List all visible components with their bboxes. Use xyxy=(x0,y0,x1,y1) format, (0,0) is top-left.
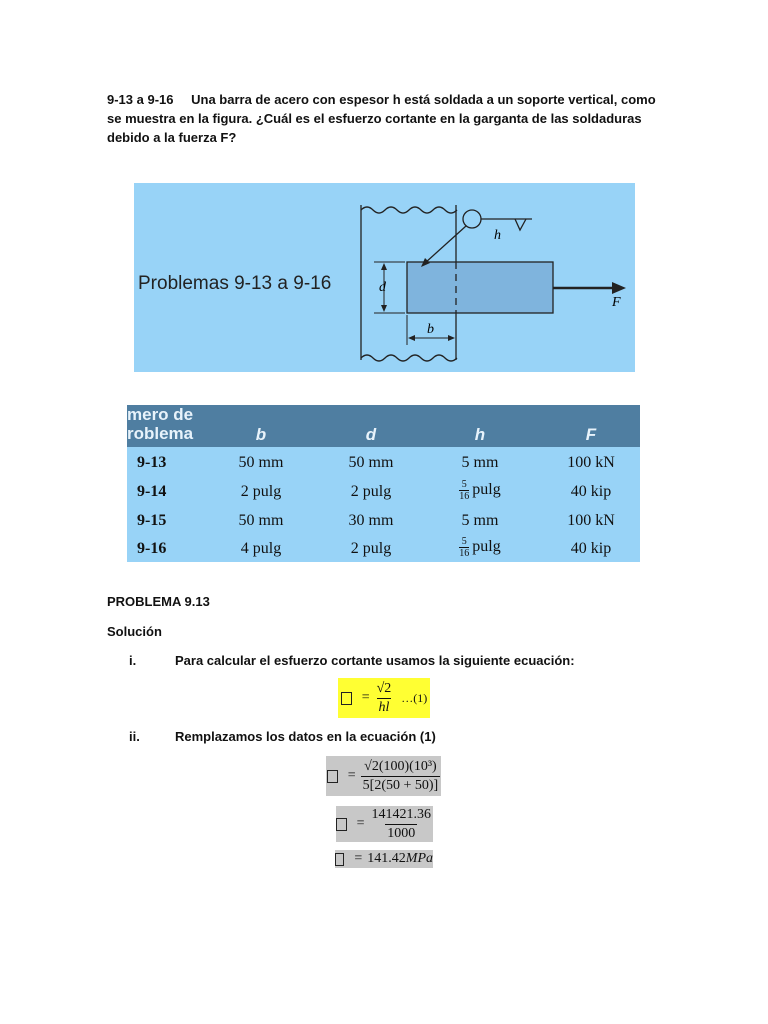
row-d: 2 pulg xyxy=(350,483,392,500)
header-problem-line2: roblema xyxy=(127,424,194,443)
equals-sign: = xyxy=(356,816,365,831)
h-fraction-denominator: 16 xyxy=(459,491,470,502)
header-b: b xyxy=(255,425,267,444)
label-F: F xyxy=(612,295,621,310)
header-problem-line1: mero de xyxy=(127,405,194,424)
equals-sign: = xyxy=(354,851,363,866)
b-arrow-right xyxy=(448,335,455,341)
step1-text: Para calcular el esfuerzo cortante usamos la siguiente ecuación: xyxy=(175,653,575,668)
figure-label: Problemas 9-13 a 9-16 xyxy=(138,273,332,294)
equals-sign: = xyxy=(361,690,370,705)
step2-text: Remplazamos los datos en la ecuación (1) xyxy=(175,729,436,744)
equation-1-denominator: hl xyxy=(378,699,390,715)
row-b: 2 pulg xyxy=(240,483,282,500)
support-wavy-top xyxy=(361,207,457,213)
label-d: d xyxy=(379,280,386,295)
steel-bar xyxy=(407,262,553,313)
row-d: 30 mm xyxy=(348,512,394,529)
equation-2 xyxy=(326,756,441,796)
equation-2-fraction xyxy=(361,759,441,794)
header-h: h xyxy=(474,425,486,444)
label-b: b xyxy=(427,322,434,337)
row-problem-number: 9-13 xyxy=(137,454,167,471)
equation-1-tag: …(1) xyxy=(401,690,428,705)
row-d: 50 mm xyxy=(348,454,394,471)
equals-sign: = xyxy=(347,768,356,783)
header-problem xyxy=(127,405,193,443)
h-unit: pulg xyxy=(472,538,501,556)
h-fraction xyxy=(459,536,469,559)
equation-1 xyxy=(338,678,430,718)
d-arrow-top xyxy=(381,263,387,270)
row-F: 100 kN xyxy=(567,454,615,471)
table-row xyxy=(127,534,640,562)
equation-4 xyxy=(335,850,433,868)
solution-problem-title: PROBLEMA 9.13 xyxy=(107,594,210,609)
h-fraction-numerator: 5 xyxy=(461,536,467,547)
row-problem-number: 9-14 xyxy=(137,483,167,500)
table-row xyxy=(127,448,640,477)
tau-placeholder-icon xyxy=(335,853,344,866)
row-h xyxy=(430,479,530,502)
label-h: h xyxy=(494,228,501,243)
row-F: 100 kN xyxy=(567,512,615,529)
equation-2-denominator: 5[2(50 + 50)] xyxy=(362,777,439,793)
row-problem-number: 9-15 xyxy=(137,512,167,529)
row-b: 4 pulg xyxy=(240,540,282,557)
weld-figure xyxy=(134,183,635,372)
weld-leader xyxy=(425,226,466,263)
row-h: 5 mm xyxy=(461,512,499,529)
row-h xyxy=(430,536,530,559)
equation-2-numerator: √2(100)(10³) xyxy=(364,758,437,774)
row-F: 40 kip xyxy=(570,483,612,500)
row-b: 50 mm xyxy=(238,454,284,471)
tau-placeholder-icon xyxy=(336,818,347,831)
weld-fillet-symbol xyxy=(515,219,526,230)
row-F: 40 kip xyxy=(570,540,612,557)
header-d: d xyxy=(365,425,377,444)
force-arrowhead xyxy=(612,282,626,294)
equation-4-value: 141.42 xyxy=(367,851,406,866)
problem-statement xyxy=(107,90,667,147)
step1-marker: i. xyxy=(129,653,137,668)
support-wavy-bottom xyxy=(361,355,457,361)
weld-all-around-circle xyxy=(463,210,481,228)
problem-data-table xyxy=(127,405,640,562)
header-F: F xyxy=(585,425,597,444)
step2-marker: ii. xyxy=(129,729,140,744)
table-row xyxy=(127,477,640,506)
equation-1-numerator: √2 xyxy=(376,680,392,696)
row-b: 50 mm xyxy=(238,512,284,529)
equation-3-denominator: 1000 xyxy=(387,825,416,841)
tau-placeholder-icon xyxy=(341,692,352,705)
equation-4-unit: MPa xyxy=(405,851,433,866)
equation-1-fraction xyxy=(375,681,394,716)
row-problem-number: 9-16 xyxy=(137,540,167,557)
table-header xyxy=(127,405,640,447)
problem-text: Una barra de acero con espesor h está soldada a un soporte vertical, como se muestra en la figura. ¿Cuál es el esfuerzo cortante en la garganta de las soldaduras debido a la fuerza F? xyxy=(107,92,656,145)
row-d: 2 pulg xyxy=(350,540,392,557)
h-unit: pulg xyxy=(472,481,501,499)
equation-3 xyxy=(336,806,433,842)
weld-diagram xyxy=(134,183,635,372)
solution-subtitle: Solución xyxy=(107,624,162,639)
h-fraction-denominator: 16 xyxy=(459,548,470,559)
row-h: 5 mm xyxy=(461,454,499,471)
equation-3-fraction xyxy=(370,807,434,842)
equation-3-numerator: 141421.36 xyxy=(371,806,431,822)
d-arrow-bottom xyxy=(381,305,387,312)
b-arrow-left xyxy=(408,335,415,341)
h-fraction xyxy=(459,479,469,502)
h-fraction-numerator: 5 xyxy=(461,479,467,490)
problem-number: 9-13 a 9-16 xyxy=(107,92,174,107)
tau-placeholder-icon xyxy=(327,770,338,783)
table-row xyxy=(127,506,640,535)
